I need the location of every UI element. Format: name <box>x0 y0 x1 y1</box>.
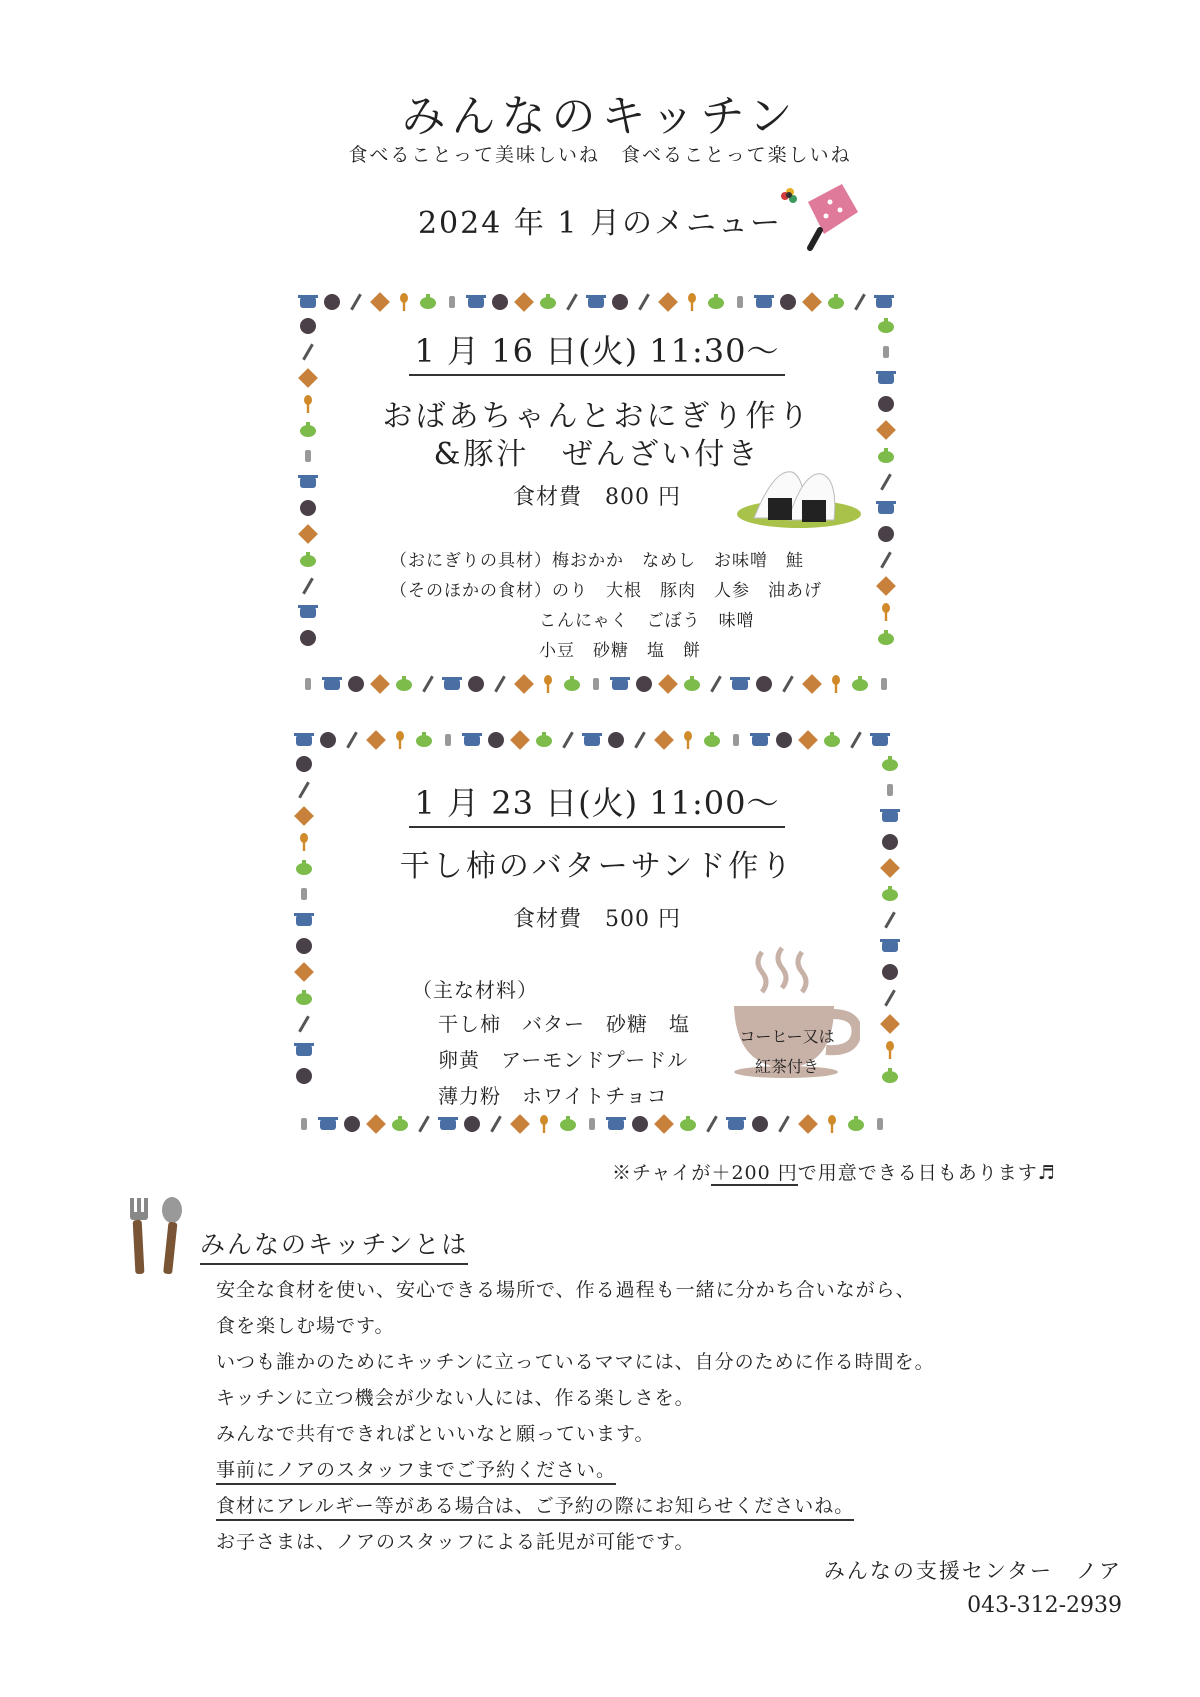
shaker-icon <box>445 734 451 746</box>
knife-icon <box>422 675 434 692</box>
shaker-icon <box>305 678 311 690</box>
pan-icon <box>300 630 316 646</box>
pot-icon <box>438 1117 458 1130</box>
board-icon <box>298 524 318 544</box>
board-icon <box>658 292 678 312</box>
pot-icon <box>874 295 894 308</box>
knife-icon <box>638 293 650 310</box>
teapot-icon <box>824 732 840 747</box>
event-title-line1: おばあちゃんとおにぎり作り <box>382 399 812 434</box>
month-heading: 2024 年 1 月のメニュー <box>417 206 783 241</box>
spoon-icon <box>828 1115 836 1133</box>
pot-icon <box>298 605 318 618</box>
event-date: 1 月 23 日(火) 11:00～ <box>409 778 786 828</box>
pot-icon <box>294 1043 314 1056</box>
pan-icon <box>780 294 796 310</box>
teapot-icon <box>848 1116 864 1131</box>
about-line-reservation: 事前にノアのスタッフまでご予約ください。 <box>216 1455 616 1485</box>
teapot-icon <box>396 676 412 691</box>
teapot-icon <box>708 294 724 309</box>
about-line: キッチンに立つ機会が少ない人には、作る楽しさを。 <box>216 1387 695 1409</box>
knife-icon <box>880 551 892 568</box>
teapot-icon <box>536 732 552 747</box>
pot-icon <box>870 733 890 746</box>
board-icon <box>658 674 678 694</box>
hagoita-paddle-icon <box>780 182 860 254</box>
shaker-icon <box>589 1118 595 1130</box>
knife-icon <box>562 731 574 748</box>
pan-icon <box>296 756 312 772</box>
spoon-icon <box>396 731 404 749</box>
board-icon <box>880 1014 900 1034</box>
pan-icon <box>636 676 652 692</box>
shaker-icon <box>733 734 739 746</box>
shaker-icon <box>737 296 743 308</box>
pot-icon <box>466 295 486 308</box>
pan-icon <box>492 294 508 310</box>
knife-icon <box>298 1015 310 1032</box>
page-title: みんなのキッチン <box>401 91 799 142</box>
pot-icon <box>586 295 606 308</box>
knife-icon <box>302 577 314 594</box>
event-card-1 <box>294 288 900 698</box>
pan-icon <box>324 294 340 310</box>
spoon-icon <box>400 293 408 311</box>
board-icon <box>370 292 390 312</box>
teapot-icon <box>296 990 312 1005</box>
pan-icon <box>344 1116 360 1132</box>
knife-icon <box>418 1115 430 1132</box>
spoon-icon <box>540 1115 548 1133</box>
pot-icon <box>606 1117 626 1130</box>
board-icon <box>366 730 386 750</box>
drink-label-line1: コーヒー又は <box>739 1027 835 1046</box>
teapot-icon <box>852 676 868 691</box>
teapot-icon <box>420 294 436 309</box>
about-line: 安全な食材を使い、安心できる場所で、作る過程も一緒に分かち合いながら、 <box>216 1279 916 1301</box>
about-line: お子さまは、ノアのスタッフによる託児が可能です。 <box>216 1531 695 1553</box>
shaker-icon <box>877 1118 883 1130</box>
knife-icon <box>884 989 896 1006</box>
drink-label-line2: 紅茶付き <box>754 1057 819 1076</box>
board-icon <box>802 674 822 694</box>
board-icon <box>798 1114 818 1134</box>
pan-icon <box>752 1116 768 1132</box>
board-icon <box>510 730 530 750</box>
knife-icon <box>346 731 358 748</box>
pan-icon <box>348 676 364 692</box>
event-title-line2: &豚汁 ぜんざい付き <box>433 437 761 472</box>
phone-number: 043-312-2939 <box>967 1593 1122 1618</box>
teapot-icon <box>416 732 432 747</box>
knife-icon <box>778 1115 790 1132</box>
spoon-icon <box>886 1041 894 1059</box>
teapot-icon <box>392 1116 408 1131</box>
knife-icon <box>782 675 794 692</box>
material-line: 薄力粉 ホワイトチョコ <box>438 1084 668 1108</box>
spoon-icon <box>544 675 552 693</box>
pan-icon <box>608 732 624 748</box>
event-cost: 食材費 500 円 <box>513 907 681 932</box>
pan-icon <box>882 964 898 980</box>
ingredient-line: （そのほかの食材）のり 大根 豚肉 人参 油あげ <box>390 581 822 601</box>
pan-icon <box>468 676 484 692</box>
materials-label: （主な材料） <box>412 978 538 1002</box>
teapot-icon <box>540 294 556 309</box>
pan-icon <box>464 1116 480 1132</box>
teapot-icon <box>560 1116 576 1131</box>
board-icon <box>294 962 314 982</box>
spoon-icon <box>832 675 840 693</box>
shaker-icon <box>449 296 455 308</box>
event-cost: 食材費 800 円 <box>513 485 681 510</box>
pan-icon <box>632 1116 648 1132</box>
about-line: 食を楽しむ場です。 <box>216 1315 395 1337</box>
shaker-icon <box>301 888 307 900</box>
pot-icon <box>880 939 900 952</box>
pot-icon <box>750 733 770 746</box>
onigiri-icon <box>734 458 864 538</box>
spoon-icon <box>882 603 890 621</box>
pan-icon <box>756 676 772 692</box>
ingredient-line: （おにぎりの具材）梅おかか なめし お味噌 鮭 <box>390 551 804 571</box>
knife-icon <box>566 293 578 310</box>
spoon-icon <box>684 731 692 749</box>
knife-icon <box>494 675 506 692</box>
teapot-icon <box>704 732 720 747</box>
board-icon <box>654 1114 674 1134</box>
event-card-2 <box>290 726 904 1138</box>
board-icon <box>514 292 534 312</box>
note-suffix: で用意できる日もあります♬ <box>797 1162 1056 1184</box>
pot-icon <box>294 733 314 746</box>
ingredient-line: 小豆 砂糖 塩 餅 <box>539 641 701 661</box>
pan-icon <box>612 294 628 310</box>
about-title: みんなのキッチンとは <box>200 1225 468 1265</box>
about-line-allergy: 食材にアレルギー等がある場合は、ご予約の際にお知らせくださいね。 <box>216 1491 854 1521</box>
pot-icon <box>442 677 462 690</box>
pan-icon <box>320 732 336 748</box>
knife-icon <box>350 293 362 310</box>
board-icon <box>514 674 534 694</box>
teapot-icon <box>300 552 316 567</box>
pot-icon <box>582 733 602 746</box>
pan-icon <box>296 1068 312 1084</box>
material-line: 干し柿 バター 砂糖 塩 <box>438 1012 690 1036</box>
knife-icon <box>706 1115 718 1132</box>
board-icon <box>876 576 896 596</box>
pot-icon <box>322 677 342 690</box>
event-date: 1 月 16 日(火) 11:30～ <box>409 326 786 376</box>
ingredient-line: こんにゃく ごぼう 味噌 <box>539 611 755 631</box>
pan-icon <box>776 732 792 748</box>
pot-icon <box>754 295 774 308</box>
pan-icon <box>296 938 312 954</box>
teapot-icon <box>680 1116 696 1131</box>
knife-icon <box>490 1115 502 1132</box>
pot-icon <box>318 1117 338 1130</box>
fork-spoon-icon <box>122 1196 188 1278</box>
board-icon <box>802 292 822 312</box>
teapot-icon <box>828 294 844 309</box>
tagline: 食べることって美味しいね 食べることって楽しいね <box>348 144 852 166</box>
knife-icon <box>850 731 862 748</box>
board-icon <box>510 1114 530 1134</box>
about-line: みんなで共有できればといいなと願っています。 <box>216 1423 655 1445</box>
teapot-icon <box>882 886 898 901</box>
note-price: ＋200 円 <box>711 1162 798 1184</box>
pot-icon <box>462 733 482 746</box>
about-line: いつも誰かのためにキッチンに立っているママには、自分のために作る時間を。 <box>216 1351 935 1373</box>
pot-icon <box>730 677 750 690</box>
organization-name: みんなの支援センター ノア <box>823 1559 1122 1583</box>
material-line: 卵黄 アーモンドプードル <box>438 1048 689 1072</box>
pan-icon <box>878 526 894 542</box>
pot-icon <box>610 677 630 690</box>
teapot-icon <box>878 630 894 645</box>
shaker-icon <box>881 678 887 690</box>
shaker-icon <box>301 1118 307 1130</box>
board-icon <box>798 730 818 750</box>
spoon-icon <box>688 293 696 311</box>
pan-icon <box>488 732 504 748</box>
event-title: 干し柿のバターサンド作り <box>399 849 795 884</box>
teapot-icon <box>564 676 580 691</box>
knife-icon <box>854 293 866 310</box>
knife-icon <box>710 675 722 692</box>
board-icon <box>366 1114 386 1134</box>
shaker-icon <box>593 678 599 690</box>
pot-icon <box>298 295 318 308</box>
knife-icon <box>634 731 646 748</box>
teapot-icon <box>684 676 700 691</box>
chai-note <box>612 1158 1056 1185</box>
teapot-icon <box>882 756 898 771</box>
note-prefix: ※チャイが <box>612 1162 712 1184</box>
board-icon <box>370 674 390 694</box>
teapot-icon <box>882 1068 898 1083</box>
board-icon <box>654 730 674 750</box>
pot-icon <box>726 1117 746 1130</box>
